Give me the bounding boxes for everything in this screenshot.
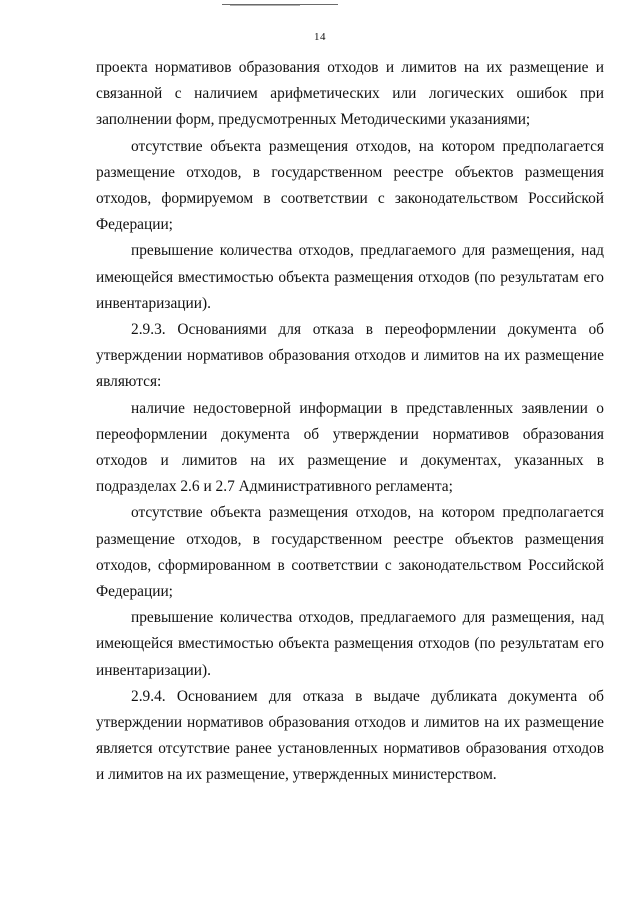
paragraph-continuation: проекта нормативов образования отходов и лимитов на их размещение и связанной с наличием арифметических или логических ошибок при заполнении форм, предусмотренных Методическими указаниями; [96, 59, 604, 129]
paragraph-unreliable-info: наличие недостоверной информации в представленных заявлении о переоформлении документа об утверждении нормативов образования отходов и лимитов на их размещение и документах, указанных в подразделах 2.6 и 2.7 Административного регламента; [96, 399, 604, 496]
page-number: 14 [314, 31, 326, 43]
document-body [96, 55, 604, 789]
paragraph-capacity-exceeded: превышение количества отходов, предлагаемого для размещения, над имеющейся вместимостью объекта размещения отходов (по результатам его инвентаризации). [96, 242, 604, 312]
paragraph-missing-facility-2: отсутствие объекта размещения отходов, на котором предполагается размещение отходов, в государственном реестре объектов размещения отходов, сформированном в соответствии с законодательством Российской Федерации; [96, 504, 604, 601]
paragraph-section-2-9-4: 2.9.4. Основанием для отказа в выдаче дубликата документа об утверждении нормативов образования отходов и лимитов на их размещение является отсутствие ранее установленных нормативов образования отходов и лимитов на их размещение, утвержденных министерством. [96, 687, 604, 784]
scan-artifact-line [222, 4, 338, 5]
paragraph-capacity-exceeded-2: превышение количества отходов, предлагаемого для размещения, над имеющейся вместимостью объекта размещения отходов (по результатам его инвентаризации). [96, 609, 604, 679]
paragraph-section-2-9-3: 2.9.3. Основаниями для отказа в переоформлении документа об утверждении нормативов образования отходов и лимитов на их размещение являются: [96, 321, 604, 391]
paragraph-missing-facility: отсутствие объекта размещения отходов, на котором предполагается размещение отходов, в государственном реестре объектов размещения отходов, формируемом в соответствии с законодательством Российской Федерации; [96, 137, 604, 234]
